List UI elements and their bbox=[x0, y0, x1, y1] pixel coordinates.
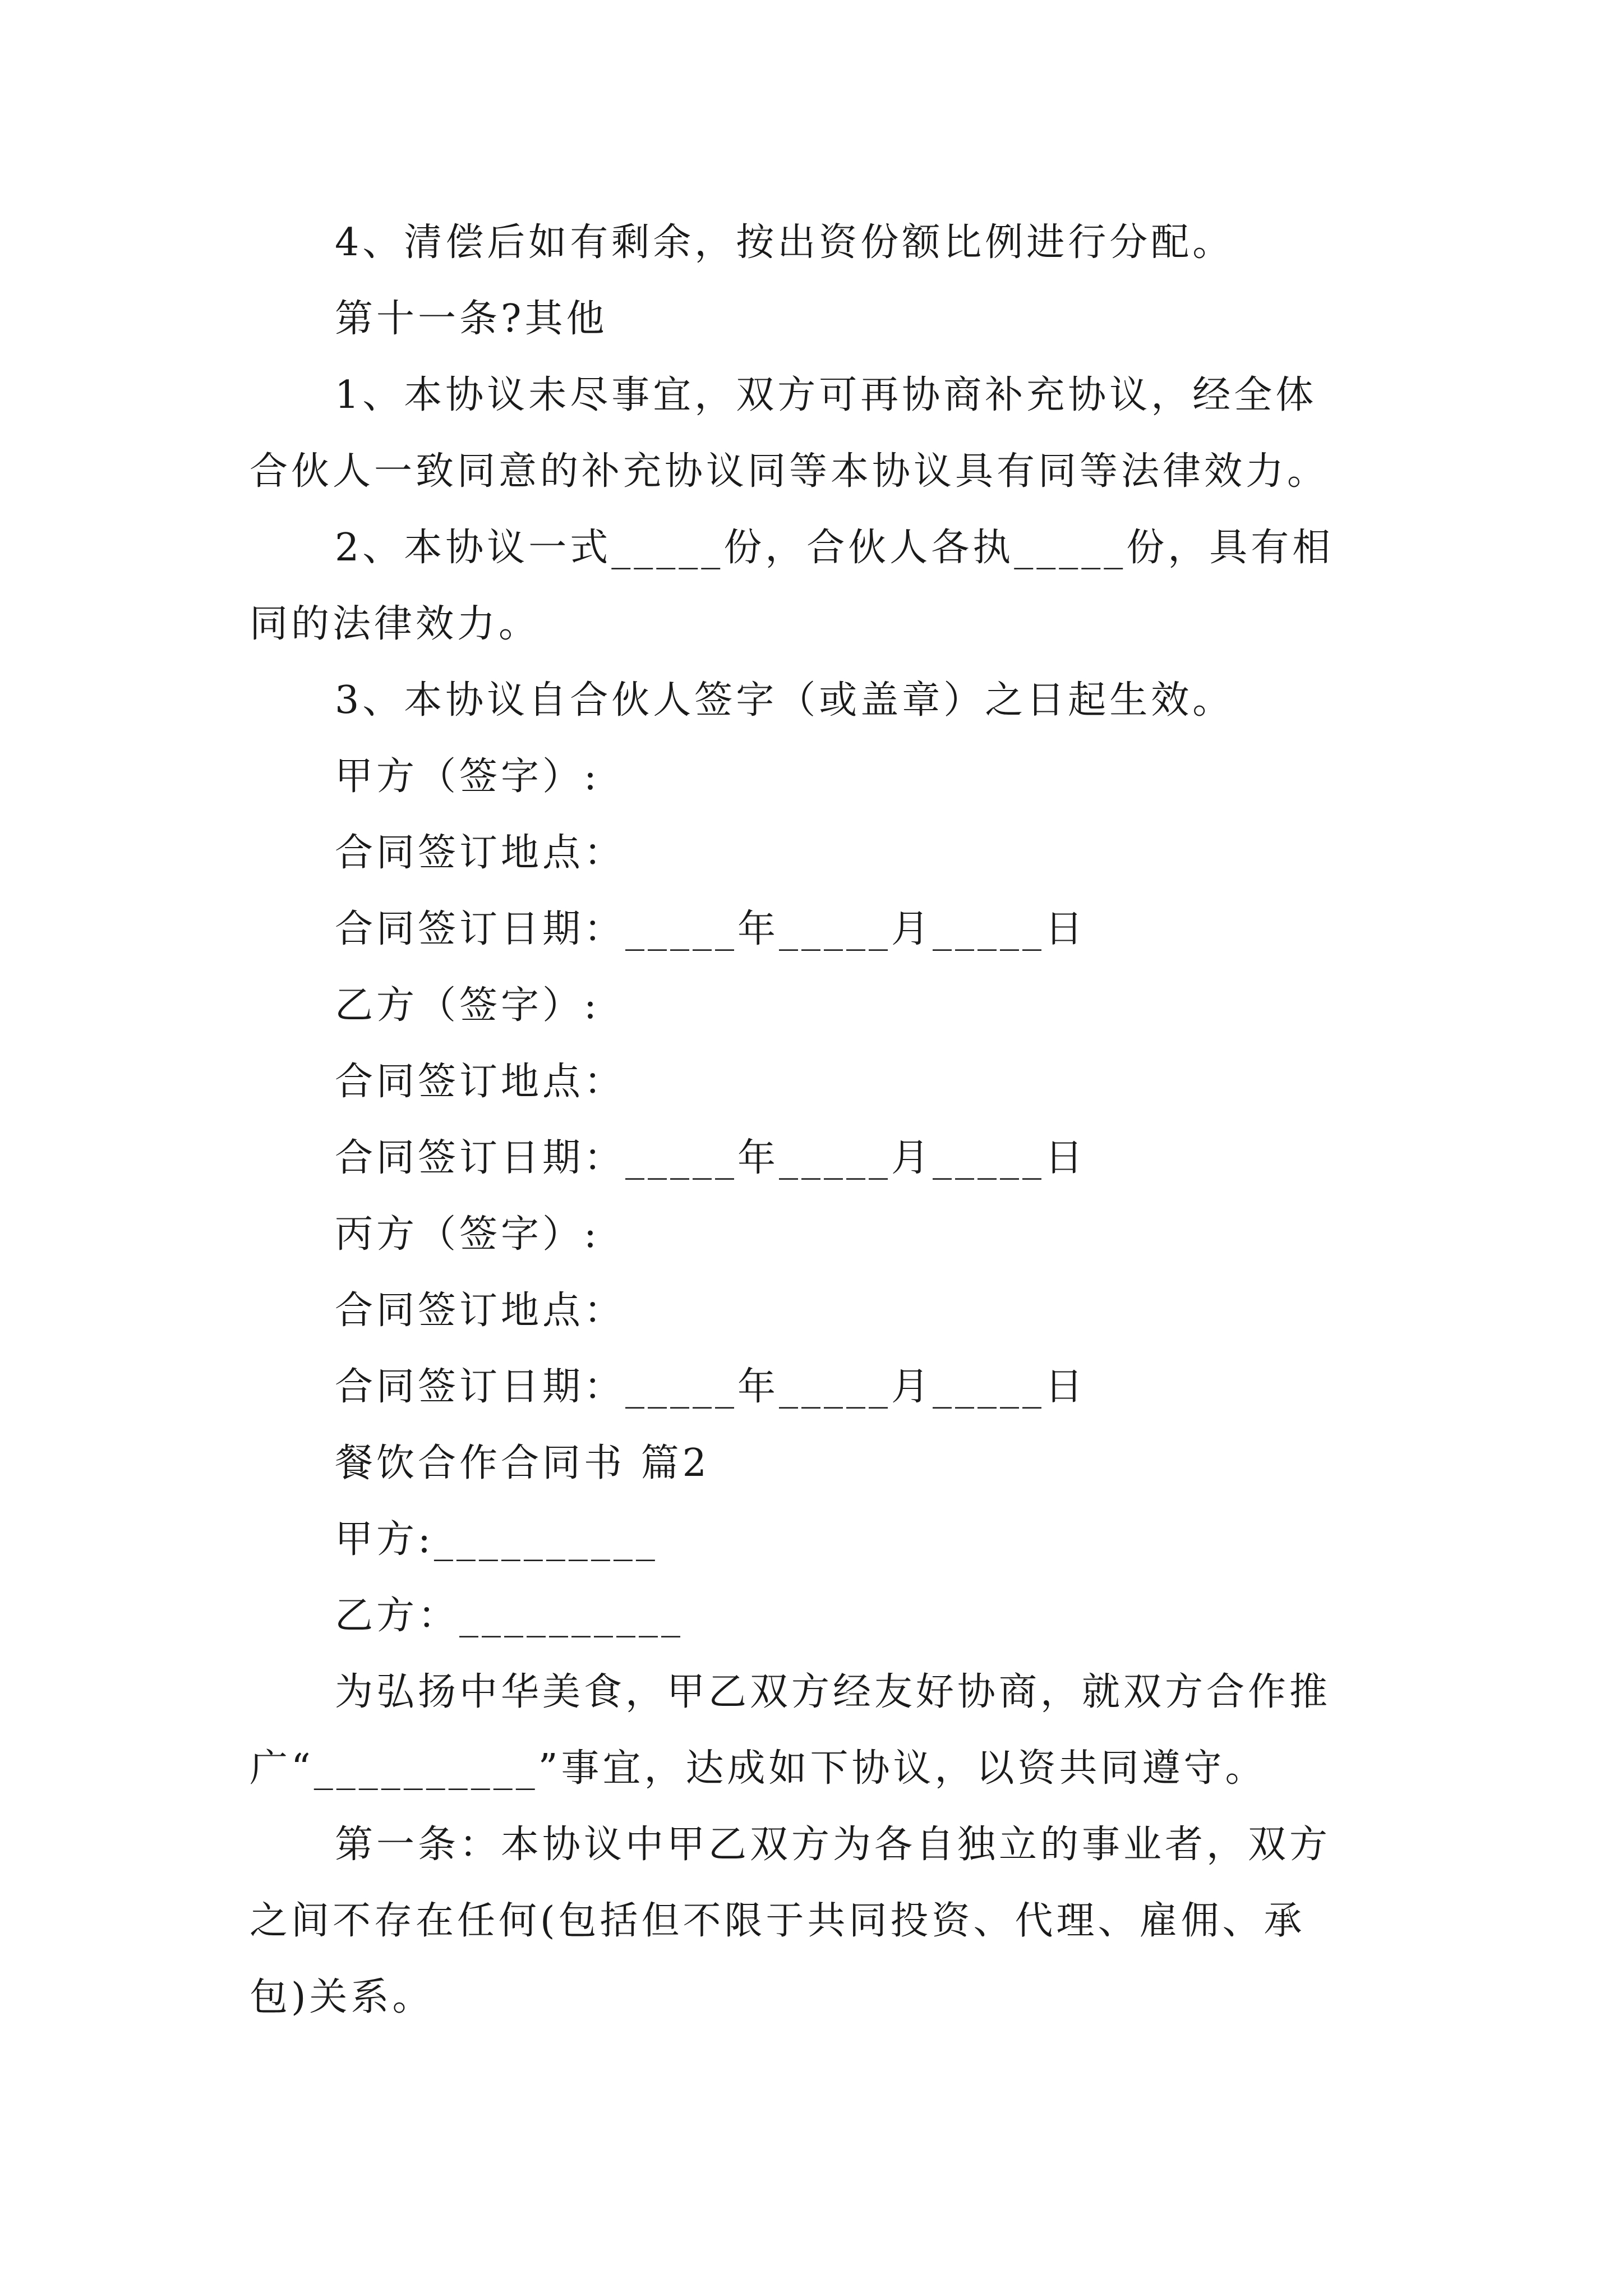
signing-date: 合同签订日期：_____年_____月_____日 bbox=[335, 1365, 1087, 1409]
clause-line-continued: 合伙人一致同意的补充协议同等本协议具有同等法律效力。 bbox=[250, 449, 1329, 494]
party-a-signature: 甲方（签字）: bbox=[335, 754, 600, 799]
signing-date: 合同签订日期：_____年_____月_____日 bbox=[335, 907, 1087, 951]
preamble-line-continued: 广“__________”事宜，达成如下协议，以资共同遵守。 bbox=[250, 1746, 1267, 1791]
article-line-continued: 包)关系。 bbox=[250, 1975, 434, 2019]
article-heading: 第十一条?其他 bbox=[335, 297, 608, 341]
clause-line: 3、本协议自合伙人签字（或盖章）之日起生效。 bbox=[335, 678, 1234, 723]
clause-line-continued: 同的法律效力。 bbox=[250, 602, 541, 646]
party-b-name: 乙方：__________ bbox=[335, 1594, 684, 1638]
signing-place: 合同签订地点： bbox=[335, 1060, 626, 1104]
signing-place: 合同签订地点： bbox=[335, 831, 626, 875]
article-line-continued: 之间不存在任何(包括但不限于共同投资、代理、雇佣、承 bbox=[250, 1899, 1306, 1943]
party-a-name: 甲方:__________ bbox=[335, 1517, 658, 1562]
clause-line: 2、本协议一式_____份，合伙人各执_____份，具有相 bbox=[335, 526, 1334, 570]
section-title: 餐饮合作合同书 篇2 bbox=[335, 1441, 710, 1485]
article-line: 第一条：本协议中甲乙双方为各自独立的事业者，双方 bbox=[335, 1823, 1331, 1867]
signing-date: 合同签订日期：_____年_____月_____日 bbox=[335, 1136, 1087, 1180]
party-c-signature: 丙方（签字）: bbox=[335, 1212, 600, 1257]
party-b-signature: 乙方（签字）: bbox=[335, 983, 600, 1028]
signing-place: 合同签订地点： bbox=[335, 1289, 626, 1333]
clause-line: 4、清偿后如有剩余，按出资份额比例进行分配。 bbox=[335, 220, 1234, 265]
clause-line: 1、本协议未尽事宜，双方可再协商补充协议，经全体 bbox=[335, 373, 1317, 417]
document-body bbox=[250, 205, 1382, 2036]
preamble-line: 为弘扬中华美食，甲乙双方经友好协商，就双方合作推 bbox=[335, 1670, 1331, 1714]
